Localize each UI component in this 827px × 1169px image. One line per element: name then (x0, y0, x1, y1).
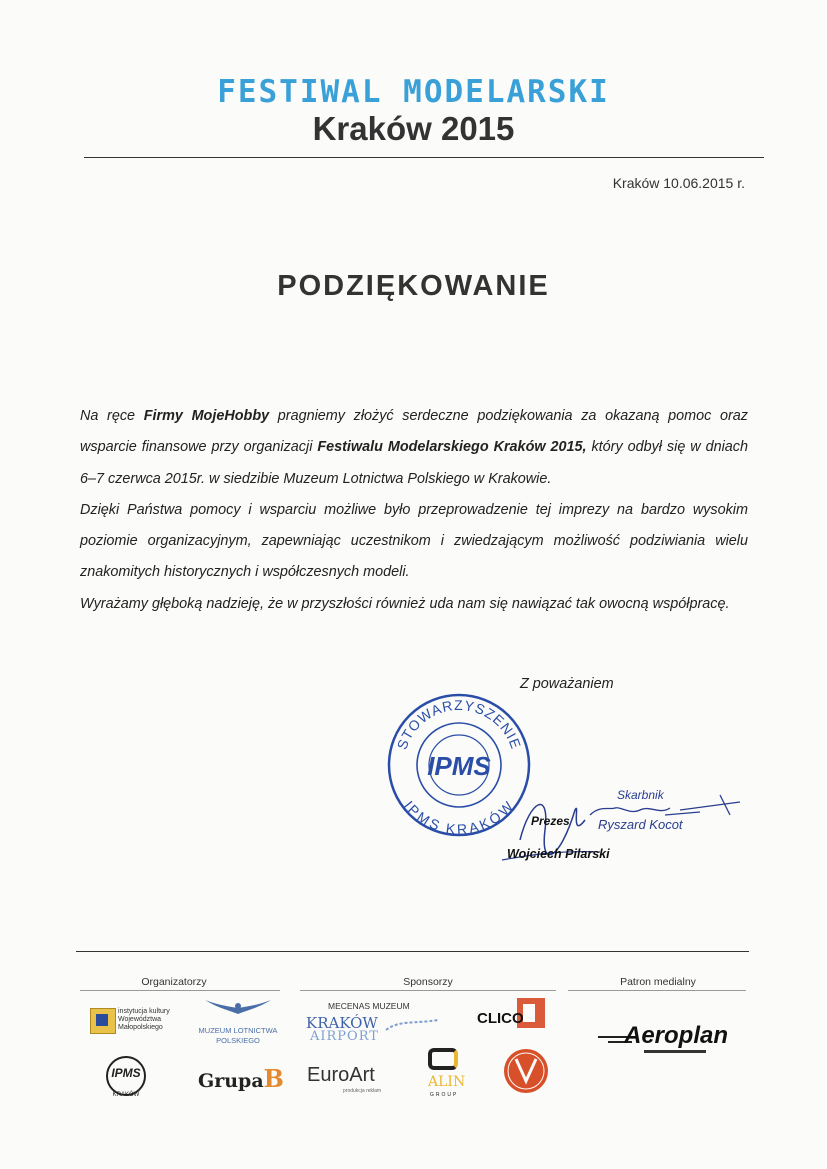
letter-body (80, 401, 748, 620)
malopolska-text: instytucja kultury Województwa Małopolskiego (118, 1008, 170, 1031)
closing-phrase: Z poważaniem (520, 676, 614, 692)
malopolska-emblem-icon (90, 1008, 116, 1034)
stamp-ring-top: STOWARZYSZENIE (393, 696, 525, 752)
alin-text: ALIN (428, 1074, 466, 1090)
svg-text:STOWARZYSZENIE (394, 697, 525, 752)
sponsors-label: Sponsorzy (403, 976, 453, 988)
airport-swoosh-icon (384, 1016, 440, 1036)
alin-logo (424, 1048, 474, 1104)
treasurer-name: Ryszard Kocot (598, 817, 683, 832)
document-date: Kraków 10.06.2015 r. (612, 175, 745, 191)
festival-title: FESTIWAL MODELARSKI (217, 74, 610, 110)
mecenas-label: MECENAS MUZEUM (328, 1001, 410, 1011)
alin-emblem-icon (428, 1048, 458, 1070)
stamp-ring-bottom: IPMS KRAKÓW (400, 797, 518, 838)
euroart-sub: produkcja reklam (343, 1088, 382, 1094)
museum-text: MUZEUM LOTNICTWA POLSKIEGO (198, 1026, 278, 1045)
museum-logo (188, 994, 288, 1046)
president-role: Prezes (531, 814, 570, 828)
document-heading: PODZIĘKOWANIE (277, 270, 550, 302)
treasurer-role: Skarbnik (617, 788, 664, 802)
malopolska-logo (90, 1008, 190, 1038)
ipms-logo-sub: KRAKÓW (112, 1092, 140, 1098)
paragraph-2: Dzięki Państwa pomocy i wsparciu możliwe było przeprowadzenie tej imprezy na bardzo wysokim poziomie organizacyjnym, zapewniając uczestnikom i zwiedzającym możliwość podziwiania wielu znakomitych historycznych i współczesnych modeli. (80, 501, 748, 581)
p1-intro: Na ręce (80, 408, 144, 424)
event-name: Festiwalu Modelarskiego Kraków 2015, (317, 439, 587, 456)
aeroplan-logo (598, 1022, 728, 1062)
krakow-text: KRAKÓW (306, 1014, 378, 1032)
footer-divider (76, 951, 749, 952)
company-name: Firmy MojeHobby (143, 408, 270, 424)
euroart-text: EuroArt (307, 1064, 375, 1086)
ipms-logo-text: IPMS (111, 1066, 141, 1080)
ipms-logo (104, 1052, 148, 1100)
stamp-center: IPMS (427, 751, 491, 781)
media-patron-underline (568, 990, 746, 991)
grupa-b-letter: B (263, 1064, 284, 1093)
red-round-emblem-icon (504, 1049, 548, 1093)
president-name: Wojciech Pilarski (507, 847, 610, 861)
organizers-label: Organizatorzy (141, 976, 207, 988)
aeroplan-text: Aeroplan (624, 1022, 729, 1049)
eagle-icon (203, 994, 273, 1018)
festival-subtitle: Kraków 2015 (312, 110, 515, 147)
header-divider (84, 157, 764, 158)
organizers-underline (80, 990, 280, 991)
paragraph-3: Wyrażamy głęboką nadzieję, że w przyszłości również uda nam się nawiązać tak owocną współpracę. (80, 595, 730, 612)
sponsors-underline (300, 990, 556, 991)
krakow-airport-logo (306, 1014, 446, 1048)
euroart-logo (307, 1064, 397, 1098)
clico-logo (477, 998, 547, 1030)
p1-middle: pragniemy złożyć serdeczne podziękowania za okazaną pomoc oraz wsparcie finansowe przy organizacji (80, 408, 748, 456)
clico-text: CLICO (477, 1010, 524, 1027)
alin-sub: GROUP (430, 1092, 459, 1098)
grupa-text: Grupa (198, 1070, 264, 1092)
paragraph-1 (80, 401, 748, 495)
grupa-b-logo (198, 1064, 284, 1094)
airport-text: AIRPORT (310, 1029, 379, 1044)
media-patron-label: Patron medialny (620, 976, 696, 988)
p1-end: który odbył się w dniach 6–7 czerwca 2015r. w siedzibie Muzeum Lotnictwa Polskiego w Krakowie. (80, 439, 749, 487)
